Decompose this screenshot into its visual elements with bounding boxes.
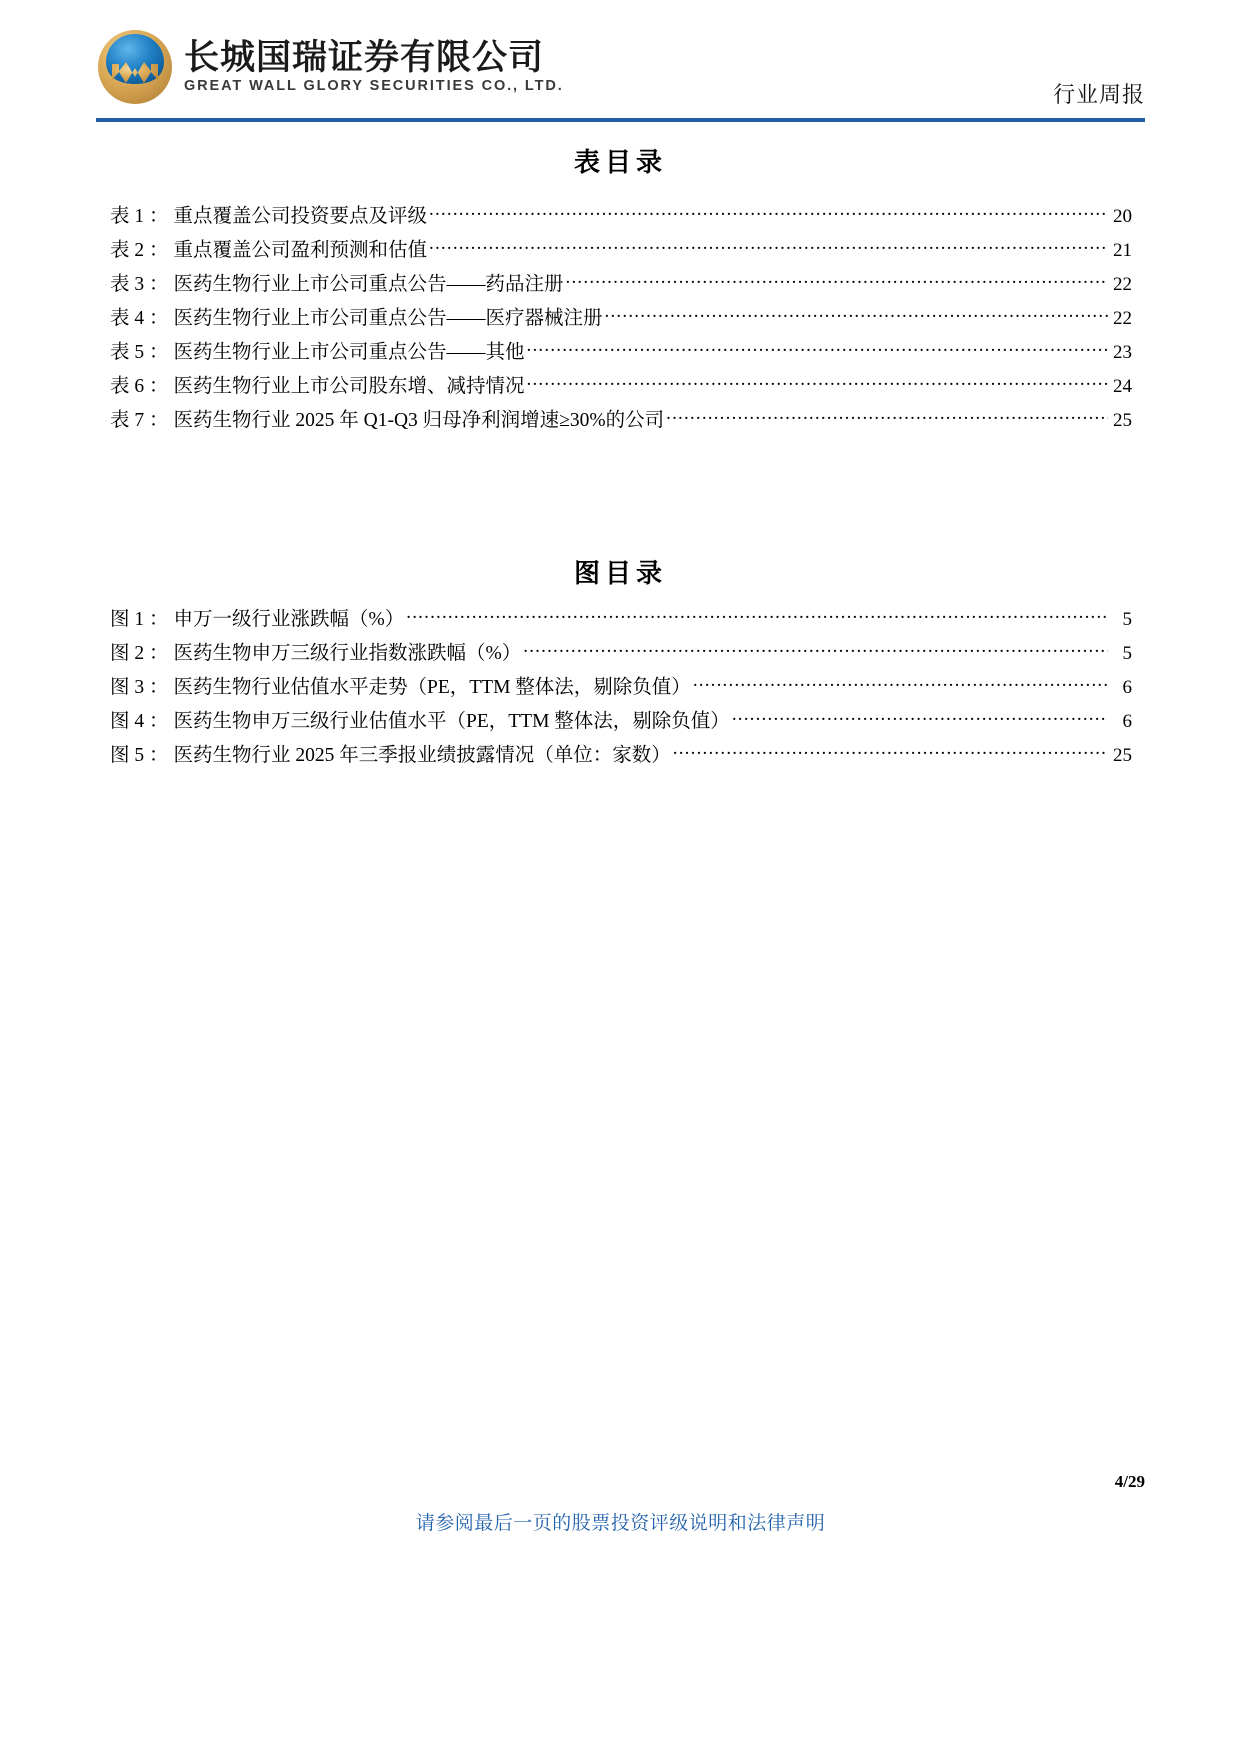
table-toc-entry-label: 表 3 ： <box>110 274 169 295</box>
table-toc-entry-title: 医药生物行业上市公司重点公告——其他 <box>173 342 525 363</box>
table-toc-entry-title: 医药生物行业上市公司重点公告——药品注册 <box>173 274 564 295</box>
table-toc-entry[interactable] <box>110 234 1132 268</box>
company-name-block <box>184 37 564 95</box>
table-toc-entry[interactable] <box>110 200 1132 234</box>
figure-toc-entry-page: 6 <box>1122 677 1132 698</box>
table-toc-entry-label: 表 2 ： <box>110 240 169 261</box>
dot-leader <box>429 237 1108 256</box>
table-toc-entry-page: 23 <box>1113 342 1132 363</box>
figure-toc-entry-label: 图 2 ： <box>110 643 169 664</box>
table-of-tables <box>110 200 1132 438</box>
table-toc-entry-label: 表 5 ： <box>110 342 169 363</box>
dot-leader <box>429 203 1108 222</box>
dot-leader <box>732 708 1108 727</box>
figure-toc-entry-title: 医药生物行业估值水平走势（PE，TTM 整体法，剔除负值） <box>173 677 691 698</box>
footer-disclaimer: 请参阅最后一页的股票投资评级说明和法律声明 <box>415 1513 826 1534</box>
table-toc-entry-page: 20 <box>1113 206 1132 227</box>
figure-toc-entry-page: 5 <box>1122 643 1132 664</box>
figure-toc-entry-title: 医药生物申万三级行业估值水平（PE，TTM 整体法，剔除负值） <box>173 711 730 732</box>
document-type-label: 行业周报 <box>1052 82 1145 107</box>
figure-toc-entry-label: 图 4 ： <box>110 711 169 732</box>
table-toc-entry-title: 重点覆盖公司投资要点及评级 <box>173 206 428 227</box>
figure-toc-entry-label: 图 1 ： <box>110 609 169 630</box>
tables-section-title: 表目录 <box>573 148 667 177</box>
dot-leader <box>605 305 1108 324</box>
page-header <box>0 0 1241 125</box>
figure-toc-entry-label: 图 3 ： <box>110 677 169 698</box>
table-toc-entry-label: 表 4 ： <box>110 308 169 329</box>
figure-toc-entry[interactable] <box>110 739 1132 773</box>
figure-toc-entry-title: 申万一级行业涨跌幅（%） <box>173 609 405 630</box>
company-name-cn: 长城国瑞证券有限公司 <box>184 37 545 77</box>
table-toc-entry-title: 医药生物行业上市公司重点公告——医疗器械注册 <box>173 308 603 329</box>
dot-leader <box>566 271 1108 290</box>
figures-section-title: 图目录 <box>573 559 667 588</box>
dot-leader <box>523 640 1108 659</box>
figure-toc-entry[interactable] <box>110 705 1132 739</box>
table-toc-entry[interactable] <box>110 302 1132 336</box>
page-number: 4/29 <box>1114 1472 1145 1491</box>
table-toc-entry[interactable] <box>110 268 1132 302</box>
table-toc-entry[interactable] <box>110 336 1132 370</box>
figure-toc-entry-page: 25 <box>1113 745 1132 766</box>
table-toc-entry-title: 医药生物行业上市公司股东增、减持情况 <box>173 376 525 397</box>
table-toc-entry-page: 21 <box>1113 240 1132 261</box>
table-toc-entry-page: 22 <box>1113 308 1132 329</box>
figure-toc-entry-title: 医药生物行业 2025 年三季报业绩披露情况（单位：家数） <box>173 745 671 766</box>
figure-toc-entry[interactable] <box>110 603 1132 637</box>
dot-leader <box>673 742 1108 761</box>
table-toc-entry-title: 重点覆盖公司盈利预测和估值 <box>173 240 428 261</box>
figure-toc-entry-title: 医药生物申万三级行业指数涨跌幅（%） <box>173 643 522 664</box>
table-toc-entry-title: 医药生物行业 2025 年 Q1-Q3 归母净利润增速≥30%的公司 <box>173 410 665 431</box>
figure-toc-entry-label: 图 5 ： <box>110 745 169 766</box>
header-divider <box>96 118 1145 122</box>
table-toc-entry[interactable] <box>110 370 1132 404</box>
dot-leader <box>527 373 1108 392</box>
table-toc-entry-label: 表 1 ： <box>110 206 169 227</box>
dot-leader <box>527 339 1108 358</box>
table-toc-entry-label: 表 7 ： <box>110 410 169 431</box>
company-logo <box>96 28 564 106</box>
table-of-figures <box>110 603 1132 773</box>
table-toc-entry-page: 25 <box>1113 410 1132 431</box>
table-toc-entry-page: 24 <box>1113 376 1132 397</box>
table-toc-entry-page: 22 <box>1113 274 1132 295</box>
table-toc-entry[interactable] <box>110 404 1132 438</box>
figure-toc-entry[interactable] <box>110 671 1132 705</box>
dot-leader <box>693 674 1108 693</box>
figure-toc-entry-page: 6 <box>1122 711 1132 732</box>
company-name-en: GREAT WALL GLORY SECURITIES CO., LTD. <box>184 78 564 95</box>
great-wall-glory-logo-icon <box>96 28 174 106</box>
table-toc-entry-label: 表 6 ： <box>110 376 169 397</box>
figure-toc-entry[interactable] <box>110 637 1132 671</box>
dot-leader <box>406 606 1108 625</box>
figure-toc-entry-page: 5 <box>1122 609 1132 630</box>
dot-leader <box>666 407 1108 426</box>
